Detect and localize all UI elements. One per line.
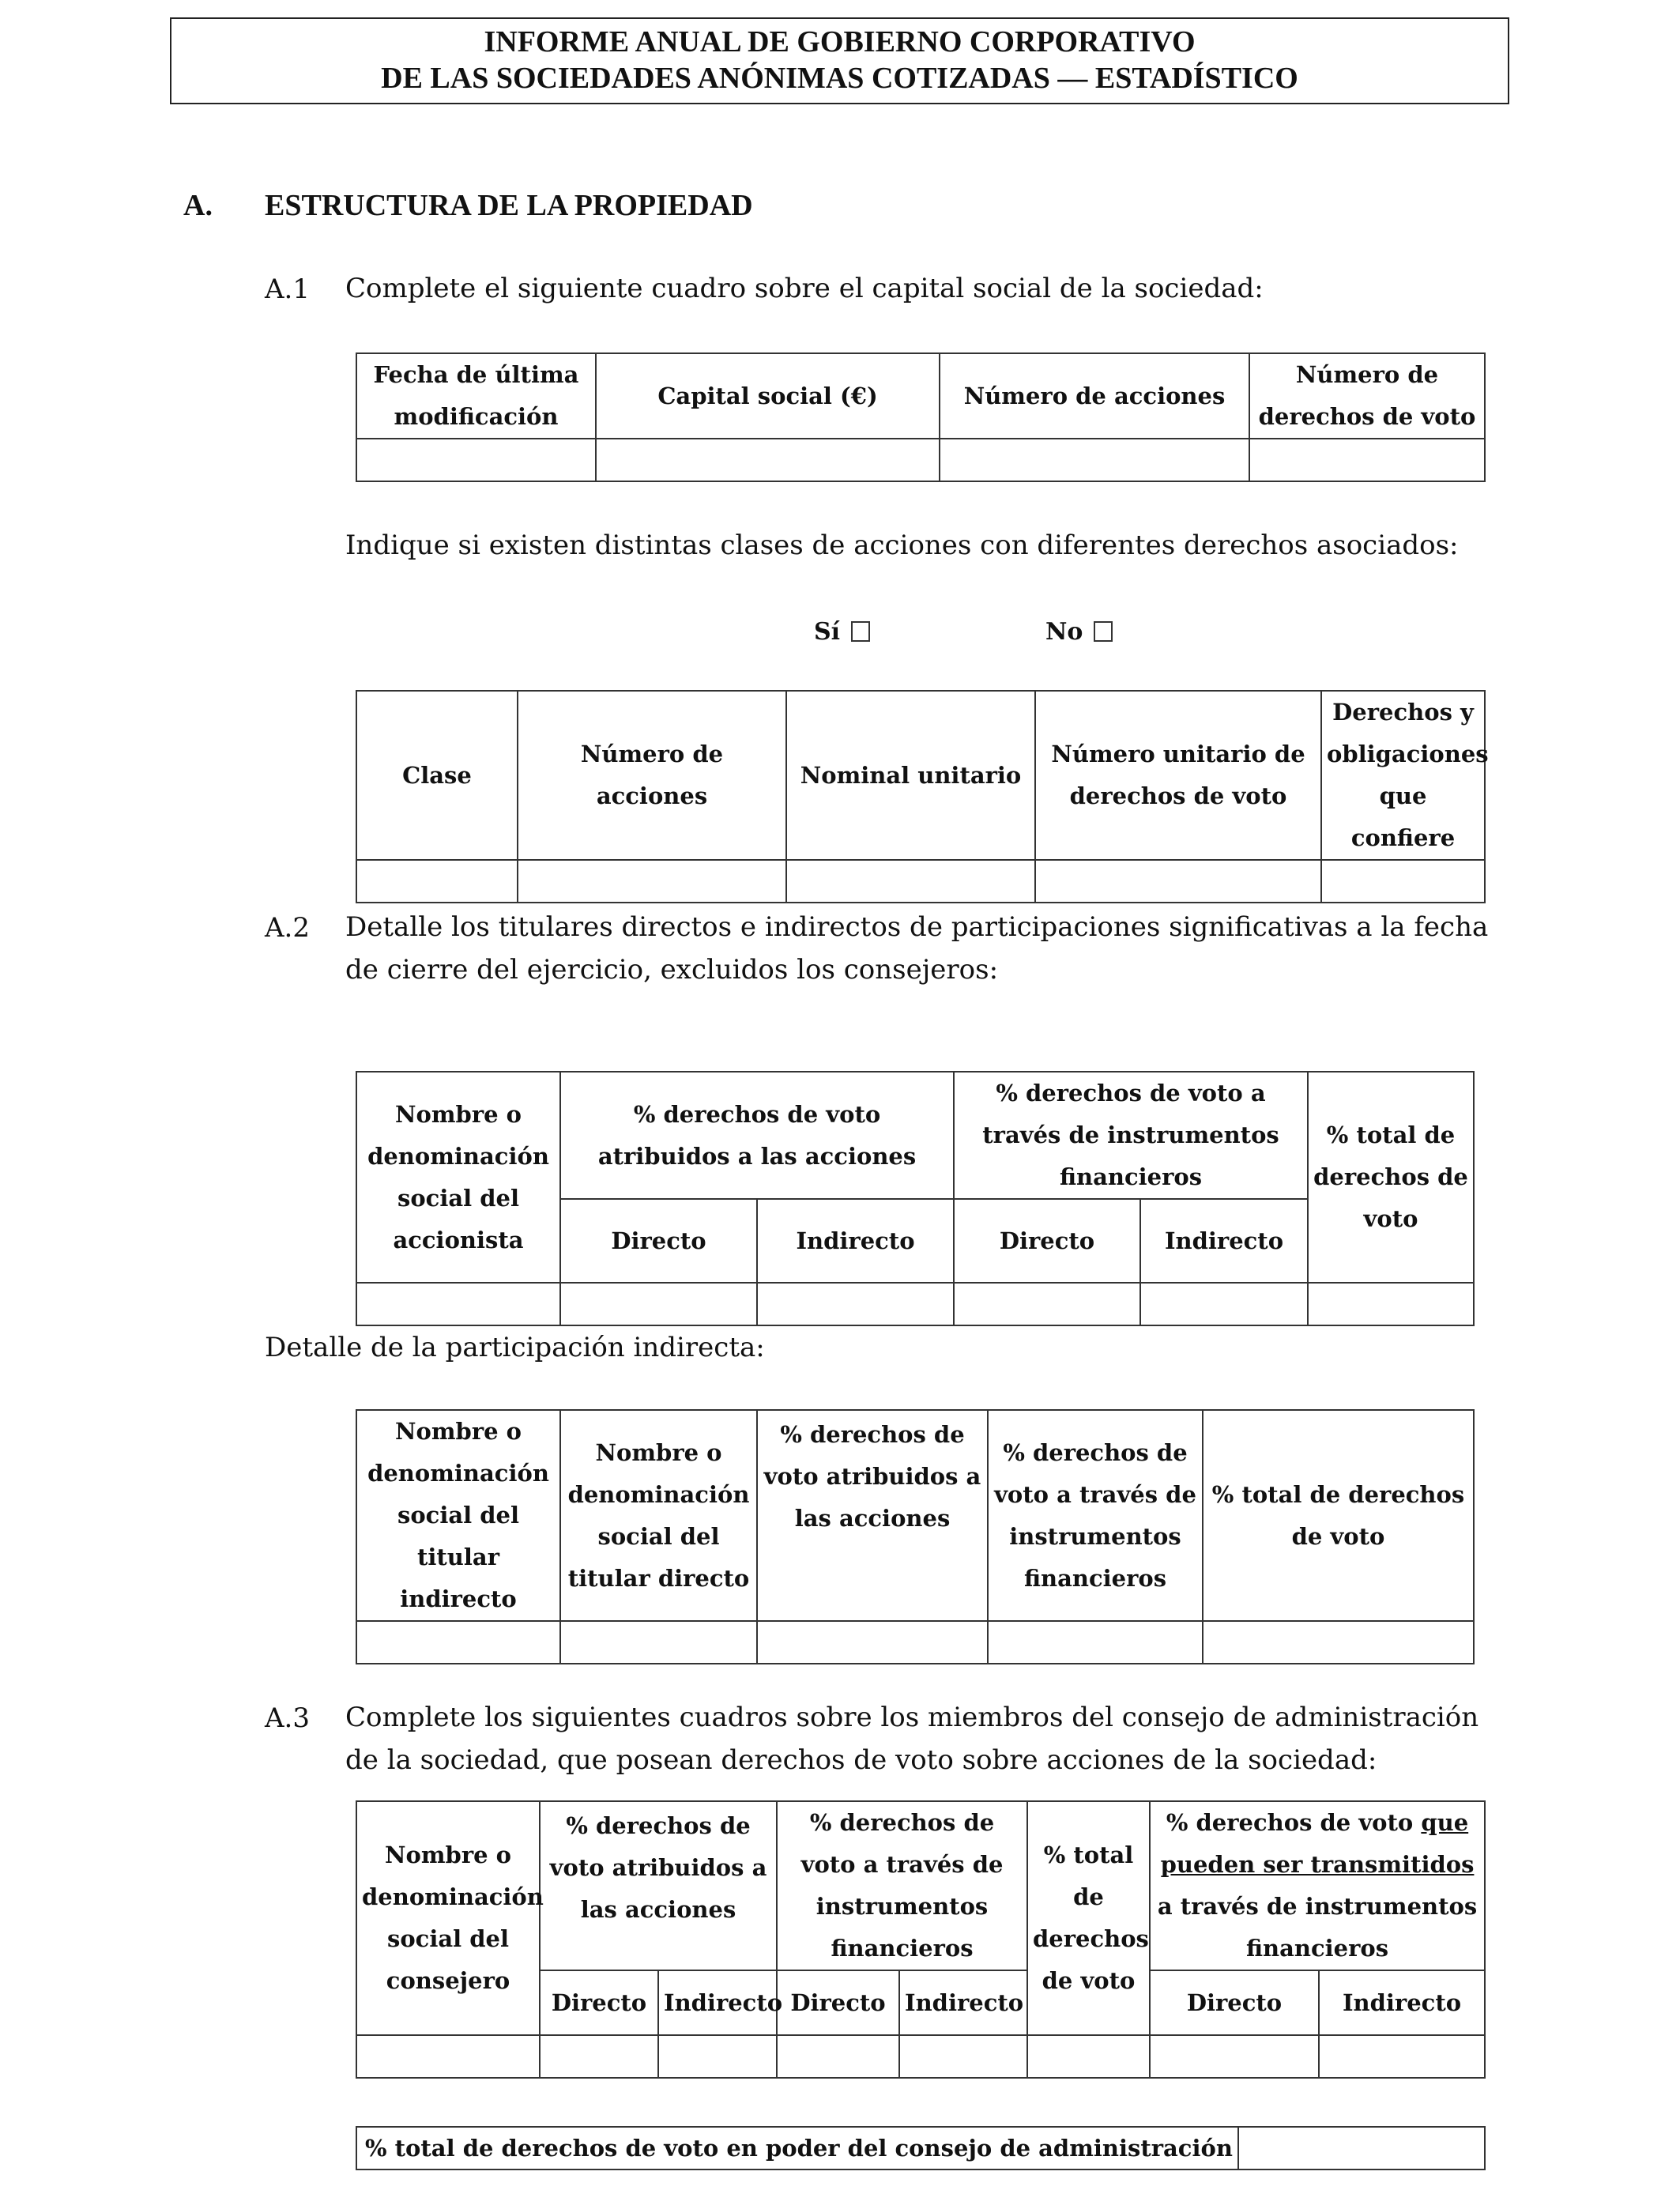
header-cell: Derechos y obligaciones que confiere (1321, 691, 1485, 860)
header-cell: Nominal unitario (786, 691, 1035, 860)
header-cell: % derechos de voto a través de instrumentos financieros (988, 1410, 1203, 1621)
a2-number: A.2 (265, 912, 310, 944)
input-cell[interactable] (1203, 1621, 1474, 1664)
a2-text: Detalle los titulares directos e indirectos de participaciones significativas a la fecha de cierre del ejercicio, excluidos los consejeros: (345, 911, 1489, 986)
input-cell[interactable] (786, 860, 1035, 903)
header-cell: Nombre o denominación social del titular indirecto (356, 1410, 560, 1621)
header-cell: Indirecto (658, 1970, 777, 2035)
classes-question: Indique si existen distintas clases de acciones con diferentes derechos asociados: (345, 530, 1459, 561)
input-cell[interactable] (1027, 2035, 1150, 2078)
no-option[interactable] (1045, 618, 1113, 646)
header-cell: Directo (540, 1970, 658, 2035)
board-members-table (356, 1800, 1486, 2079)
header-cell: % total de derechos de voto (1203, 1410, 1474, 1621)
input-cell[interactable] (1140, 1283, 1308, 1325)
input-cell[interactable] (1035, 860, 1321, 903)
input-cell[interactable] (356, 860, 518, 903)
indirect-title: Detalle de la participación indirecta: (265, 1332, 765, 1363)
input-cell[interactable] (356, 1621, 560, 1664)
input-cell[interactable] (1150, 2035, 1319, 2078)
no-checkbox[interactable] (1094, 621, 1113, 642)
capital-social-table (356, 352, 1486, 482)
indirect-holdings-table (356, 1409, 1475, 1664)
no-label: No (1045, 618, 1083, 646)
header-cell: % derechos de voto a través de instrumentos financieros (954, 1072, 1308, 1199)
board-total-table (356, 2126, 1486, 2170)
header-cell: Número unitario de derechos de voto (1035, 691, 1321, 860)
a1-text: Complete el siguiente cuadro sobre el capital social de la sociedad: (345, 273, 1264, 304)
a3-text: Complete los siguientes cuadros sobre los miembros del consejo de administración de la sociedad, que posean derechos de voto sobre acciones de la sociedad: (345, 1702, 1479, 1776)
yes-option[interactable] (814, 618, 870, 646)
input-cell[interactable] (356, 439, 596, 481)
header-cell: Indirecto (1319, 1970, 1485, 2035)
section-letter: A. (183, 189, 213, 222)
transmittable-pre: % derechos de voto (1166, 1809, 1422, 1836)
header-cell: % total de derechos de voto (1027, 1801, 1150, 2035)
transmittable-post: a través de instrumentos financieros (1157, 1893, 1478, 1962)
header-cell: % total de derechos de voto (1308, 1072, 1474, 1283)
input-cell[interactable] (1321, 860, 1485, 903)
input-cell[interactable] (356, 1283, 560, 1325)
board-total-label: % total de derechos de voto en poder del consejo de administración (356, 2127, 1238, 2169)
input-cell[interactable] (1308, 1283, 1474, 1325)
input-cell[interactable] (1319, 2035, 1485, 2078)
input-cell[interactable] (658, 2035, 777, 2078)
input-cell[interactable] (560, 1621, 757, 1664)
report-header (170, 17, 1509, 104)
input-cell[interactable] (560, 1283, 757, 1325)
header-cell: Número de acciones (518, 691, 786, 860)
header-cell: % derechos de voto a través de instrumentos financieros (777, 1801, 1027, 1970)
share-classes-table (356, 690, 1489, 903)
header-cell: % derechos de voto atribuidos a las acciones (540, 1801, 777, 1970)
header-cell: Nombre o denominación social del consejero (356, 1801, 540, 2035)
header-cell (1150, 1801, 1485, 1970)
section-title: ESTRUCTURA DE LA PROPIEDAD (265, 189, 753, 222)
input-cell[interactable] (940, 439, 1249, 481)
input-cell[interactable] (988, 1621, 1203, 1664)
input-cell[interactable] (899, 2035, 1027, 2078)
header-cell: Nombre o denominación social del titular directo (560, 1410, 757, 1621)
header-cell: Número de derechos de voto (1249, 353, 1485, 439)
input-cell[interactable] (1238, 2127, 1485, 2169)
header-title-line2: DE LAS SOCIEDADES ANÓNIMAS COTIZADAS — ESTADÍSTICO (381, 62, 1298, 95)
header-cell: Fecha de última modificación (356, 353, 596, 439)
transmittable-underlined: que pueden ser transmitidos (1160, 1809, 1475, 1878)
input-cell[interactable] (596, 439, 940, 481)
header-cell: Nombre o denominación social del accionista (356, 1072, 560, 1283)
header-cell: Directo (1150, 1970, 1319, 2035)
yes-checkbox[interactable] (851, 621, 870, 642)
input-cell[interactable] (356, 2035, 540, 2078)
yes-label: Sí (814, 618, 841, 646)
input-cell[interactable] (757, 1621, 988, 1664)
significant-holders-table (356, 1071, 1475, 1326)
header-cell: % derechos de voto atribuidos a las acciones (757, 1410, 988, 1621)
input-cell[interactable] (1249, 439, 1485, 481)
header-cell: Indirecto (757, 1199, 954, 1283)
header-cell: Indirecto (1140, 1199, 1308, 1283)
header-cell: Directo (777, 1970, 899, 2035)
input-cell[interactable] (954, 1283, 1140, 1325)
input-cell[interactable] (540, 2035, 658, 2078)
a3-number: A.3 (265, 1702, 310, 1734)
header-cell: Número de acciones (940, 353, 1249, 439)
header-cell: Directo (560, 1199, 757, 1283)
header-title-line1: INFORME ANUAL DE GOBIERNO CORPORATIVO (484, 25, 1196, 58)
input-cell[interactable] (518, 860, 786, 903)
header-cell: Directo (954, 1199, 1140, 1283)
input-cell[interactable] (757, 1283, 954, 1325)
header-cell: % derechos de voto atribuidos a las acciones (560, 1072, 954, 1199)
header-cell: Indirecto (899, 1970, 1027, 2035)
header-cell: Capital social (€) (596, 353, 940, 439)
a1-number: A.1 (265, 273, 310, 305)
input-cell[interactable] (777, 2035, 899, 2078)
header-cell: Clase (356, 691, 518, 860)
